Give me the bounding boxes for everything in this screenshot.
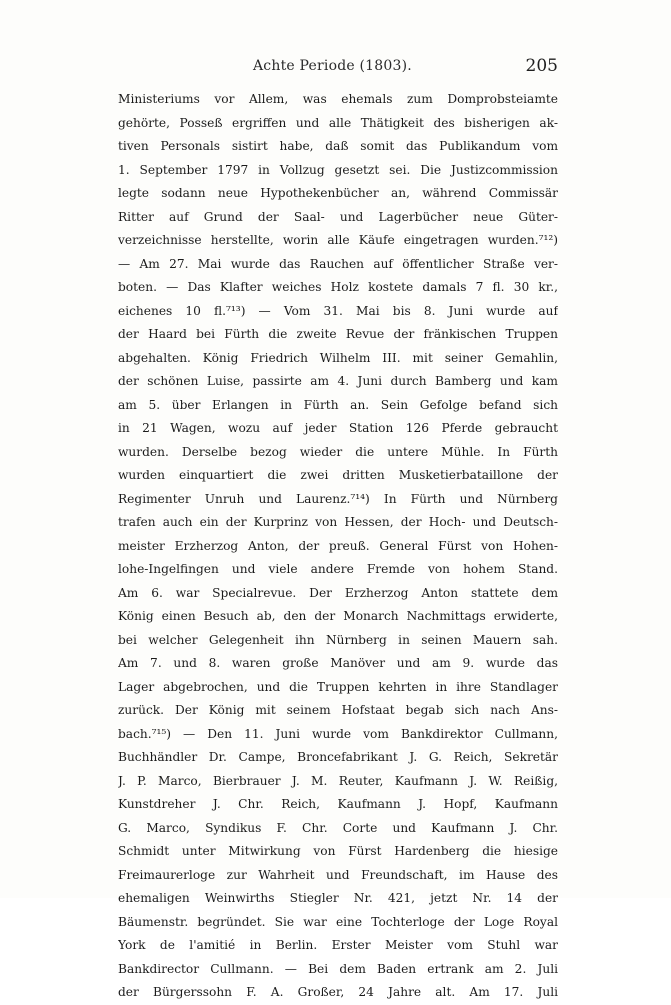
body-text [118,88,558,1005]
text-line: 1. September 1797 in Vollzug gesetzt sei. Die Justizcommission [118,162,558,177]
text-line: der Bürgerssohn F. A. Großer, 24 Jahre alt. Am 17. Juli [118,985,558,999]
running-head-title: Achte Periode (1803). [253,58,412,74]
text-line: tiven Personals sistirt habe, daß somit das Publikandum vom [118,139,558,153]
text-line: York de l'amitié in Berlin. Erster Meister vom Stuhl war [118,938,558,952]
text-line: bach.⁷¹⁵) — Den 11. Juni wurde vom Bankdirektor Cullmann, [118,726,558,741]
text-line: Ministeriums vor Allem, was ehemals zum Domprobsteiamte [118,92,558,106]
text-line: Ritter auf Grund der Saal- und Lagerbücher neue Güter- [118,209,558,224]
text-line: abgehalten. König Friedrich Wilhelm III. mit seiner Gemahlin, [118,350,558,365]
text-line: eichenes 10 fl.⁷¹³) — Vom 31. Mai bis 8. Juni wurde auf [118,303,558,318]
text-line: verzeichnisse herstellte, worin alle Käufe eingetragen wurden.⁷¹²) [118,233,558,247]
text-line: Am 6. war Specialrevue. Der Erzherzog Anton stattete dem [118,585,558,600]
text-line: meister Erzherzog Anton, der preuß. General Fürst von Hohen- [118,538,558,553]
text-line: bei welcher Gelegenheit ihn Nürnberg in seinen Mauern sah. [118,632,558,647]
text-line: Bäumenstr. begründet. Sie war eine Tochterloge der Loge Royal [118,914,558,929]
text-line: — Am 27. Mai wurde das Rauchen auf öffentlicher Straße ver- [118,256,558,271]
text-line: der Haard bei Fürth die zweite Revue der fränkischen Truppen [118,327,558,341]
text-line: König einen Besuch ab, den der Monarch Nachmittags erwiderte, [118,609,558,623]
text-line: Buchhändler Dr. Campe, Broncefabrikant J. G. Reich, Sekretär [118,750,558,764]
text-line: trafen auch ein der Kurprinz von Hessen, der Hoch- und Deutsch- [118,515,558,529]
text-line: zurück. Der König mit seinem Hofstaat begab sich nach Ans- [118,703,558,717]
text-line: Schmidt unter Mitwirkung von Fürst Hardenberg die hiesige [118,844,558,858]
text-line: ehemaligen Weinwirths Stiegler Nr. 421, jetzt Nr. 14 der [118,891,558,905]
text-line: boten. — Das Klafter weiches Holz kostete damals 7 fl. 30 kr., [118,280,558,294]
text-line: wurden. Derselbe bezog wieder die untere Mühle. In Fürth [118,444,558,459]
text-line: wurden einquartiert die zwei dritten Musketierbataillone der [118,468,558,482]
text-line: Lager abgebrochen, und die Truppen kehrten in ihre Standlager [118,679,558,694]
running-head [118,58,558,80]
text-line: Freimaurerloge zur Wahrheit und Freundschaft, im Hause des [118,867,558,882]
text-line: Bankdirector Cullmann. — Bei dem Baden ertrank am 2. Juli [118,961,558,976]
text-line: gehörte, Posseß ergriffen und alle Thätigkeit des bisherigen ak- [118,115,558,130]
text-line: in 21 Wagen, wozu auf jeder Station 126 Pferde gebraucht [118,421,558,435]
text-line: Regimenter Unruh und Laurenz.⁷¹⁴) In Fürth und Nürnberg [118,491,558,506]
text-line: Kunstdreher J. Chr. Reich, Kaufmann J. Hopf, Kaufmann [118,797,558,811]
text-line: J. P. Marco, Bierbrauer J. M. Reuter, Kaufmann J. W. Reißig, [118,773,558,788]
text-line: lohe-Ingelfingen und viele andere Fremde von hohem Stand. [118,562,558,576]
text-line: am 5. über Erlangen in Fürth an. Sein Gefolge befand sich [118,397,558,412]
text-line: der schönen Luise, passirte am 4. Juni durch Bamberg und kam [118,374,558,388]
text-line: G. Marco, Syndikus F. Chr. Corte und Kaufmann J. Chr. [118,820,558,835]
page-number: 205 [525,56,558,76]
text-line: Am 7. und 8. waren große Manöver und am 9. wurde das [118,656,558,670]
text-line: legte sodann neue Hypothekenbücher an, während Commissär [118,186,558,200]
